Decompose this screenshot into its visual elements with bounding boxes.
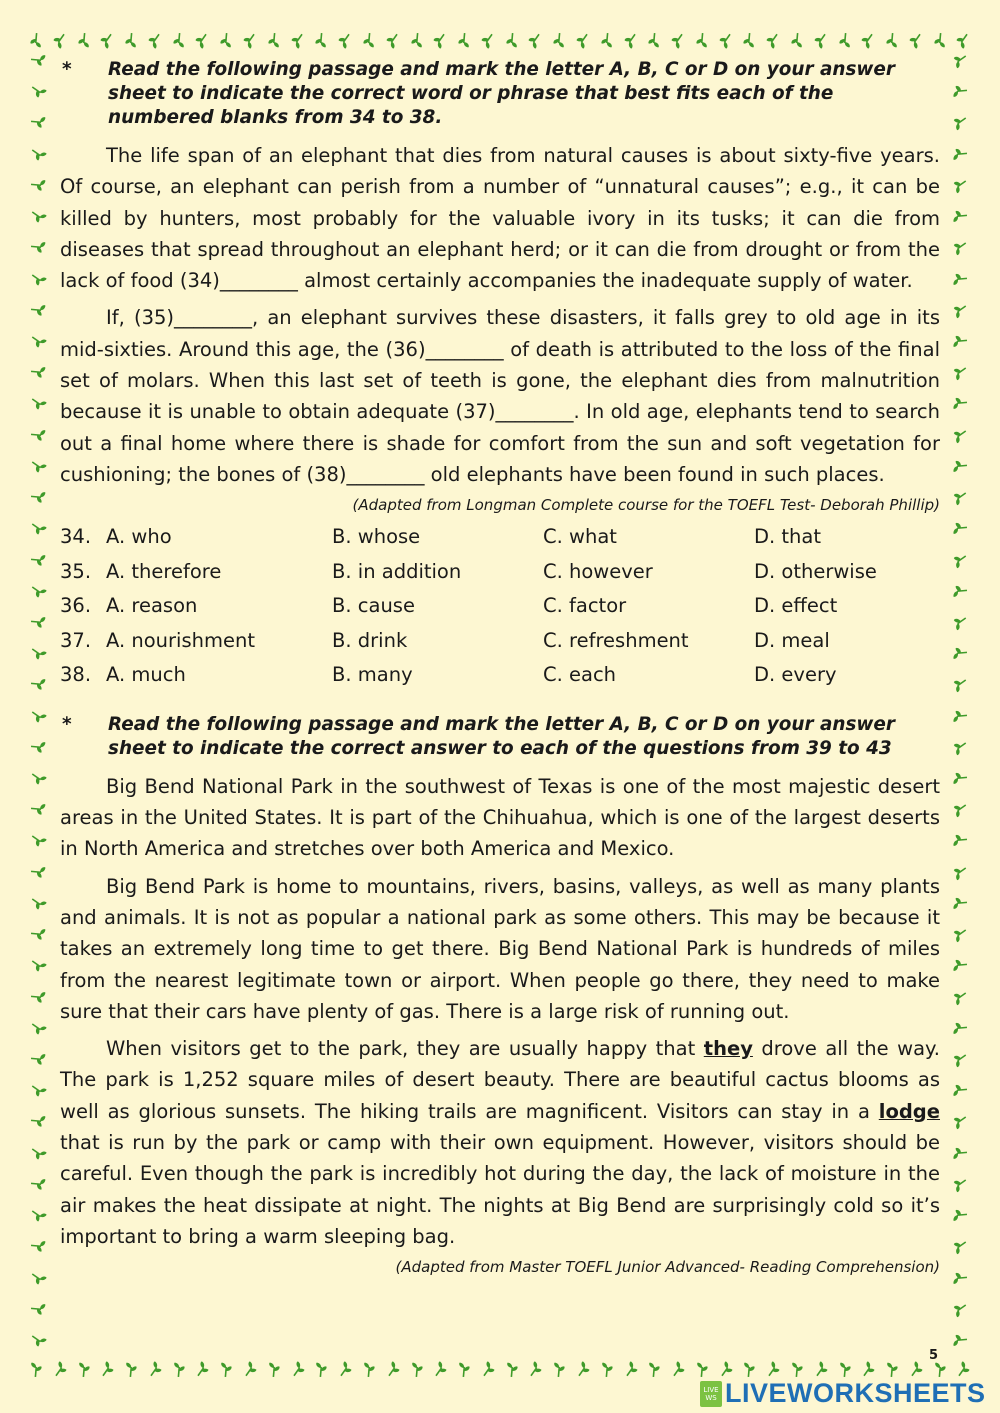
leaf-sprig-icon bbox=[218, 32, 234, 52]
leaf-sprig-icon bbox=[480, 1362, 496, 1382]
leaf-sprig-icon bbox=[952, 552, 968, 572]
leaf-sprig-icon bbox=[123, 32, 139, 52]
instruction-section-1 bbox=[60, 58, 940, 130]
option-d[interactable]: D. otherwise bbox=[754, 559, 877, 583]
leaf-sprig-icon bbox=[884, 32, 900, 52]
leaf-sprig-icon bbox=[313, 32, 329, 52]
leaf-sprig-icon bbox=[30, 1051, 46, 1071]
highlighted-word-lodge: lodge bbox=[878, 1099, 940, 1123]
leaf-sprig-icon bbox=[952, 146, 968, 166]
leaf-sprig-icon bbox=[30, 1301, 46, 1321]
leaf-sprig-icon bbox=[30, 208, 46, 228]
leaf-sprig-icon bbox=[670, 32, 686, 52]
leaf-sprig-icon bbox=[30, 177, 46, 197]
highlighted-word-they: they bbox=[703, 1037, 753, 1061]
leaf-sprig-icon bbox=[952, 177, 968, 197]
leaf-sprig-icon bbox=[361, 32, 377, 52]
question-row bbox=[60, 624, 940, 659]
leaf-sprig-icon bbox=[30, 302, 46, 322]
leaf-sprig-icon bbox=[952, 864, 968, 884]
leaf-sprig-icon bbox=[30, 271, 46, 291]
leaf-sprig-icon bbox=[147, 1362, 163, 1382]
leaf-sprig-icon bbox=[599, 1362, 615, 1382]
leaf-sprig-icon bbox=[52, 32, 68, 52]
passage1-paragraph-1: The life span of an elephant that dies from natural causes is about sixty-five years. Of course, an elephant can perish from a number of “unnatural causes”; e.g., it can be killed by hunters, most probably for the valuable ivory in its tusks; it can die from diseases that spread throughout an elephant herd; or it can die from drought or from the lack of food (34)________ almost certainly accompanies the inadequate supply of water. bbox=[60, 144, 940, 293]
leaf-sprig-icon bbox=[266, 1362, 282, 1382]
leaf-sprig-icon bbox=[266, 32, 282, 52]
leaf-sprig-icon bbox=[30, 801, 46, 821]
leaf-sprig-icon bbox=[290, 1362, 306, 1382]
leaf-sprig-icon bbox=[30, 1113, 46, 1133]
leaf-sprig-icon bbox=[952, 271, 968, 291]
leaf-sprig-icon bbox=[813, 32, 829, 52]
leaf-sprig-icon bbox=[52, 1362, 68, 1382]
leaf-sprig-icon bbox=[30, 395, 46, 415]
leaf-sprig-icon bbox=[952, 1051, 968, 1071]
leaf-sprig-icon bbox=[30, 114, 46, 134]
leaf-sprig-icon bbox=[30, 83, 46, 103]
worksheet-content bbox=[60, 58, 940, 1282]
leaf-sprig-icon bbox=[952, 989, 968, 1009]
leaf-sprig-icon bbox=[30, 1207, 46, 1227]
passage1-source: (Adapted from Longman Complete course for the TOEFL Test- Deborah Phillip) bbox=[352, 496, 940, 515]
leaf-sprig-icon bbox=[385, 32, 401, 52]
leaf-sprig-icon bbox=[30, 1176, 46, 1196]
leaf-sprig-icon bbox=[952, 770, 968, 790]
leaf-sprig-icon bbox=[30, 614, 46, 634]
option-b[interactable]: B. in addition bbox=[332, 559, 462, 583]
leaf-sprig-icon bbox=[860, 32, 876, 52]
question-row bbox=[60, 555, 940, 590]
left-border bbox=[30, 52, 46, 1352]
leaf-sprig-icon bbox=[952, 1301, 968, 1321]
passage2-source: (Adapted from Master TOEFL Junior Advanced- Reading Comprehension) bbox=[395, 1258, 940, 1277]
option-a[interactable]: A. reason bbox=[106, 594, 198, 618]
question-row bbox=[60, 658, 940, 693]
answer-options bbox=[60, 520, 940, 693]
leaf-sprig-icon bbox=[30, 552, 46, 572]
leaf-sprig-icon bbox=[30, 489, 46, 509]
option-d[interactable]: D. that bbox=[754, 525, 822, 549]
option-c[interactable]: C. what bbox=[543, 525, 617, 549]
leaf-sprig-icon bbox=[952, 114, 968, 134]
leaf-sprig-icon bbox=[361, 1362, 377, 1382]
liveworksheets-logo bbox=[700, 1378, 986, 1409]
leaf-sprig-icon bbox=[575, 32, 591, 52]
top-border bbox=[28, 32, 972, 52]
instruction-section-2 bbox=[60, 713, 940, 761]
leaf-sprig-icon bbox=[504, 32, 520, 52]
leaf-sprig-icon bbox=[30, 1332, 46, 1352]
leaf-sprig-icon bbox=[242, 32, 258, 52]
leaf-sprig-icon bbox=[952, 676, 968, 696]
leaf-sprig-icon bbox=[28, 32, 44, 52]
question-number: 34. bbox=[60, 525, 92, 549]
leaf-sprig-icon bbox=[952, 208, 968, 228]
leaf-sprig-icon bbox=[952, 708, 968, 728]
leaf-sprig-icon bbox=[623, 32, 639, 52]
leaf-sprig-icon bbox=[575, 1362, 591, 1382]
leaf-sprig-icon bbox=[194, 32, 210, 52]
leaf-sprig-icon bbox=[456, 32, 472, 52]
question-row bbox=[60, 589, 940, 624]
leaf-sprig-icon bbox=[30, 333, 46, 353]
leaf-sprig-icon bbox=[504, 1362, 520, 1382]
leaf-sprig-icon bbox=[527, 1362, 543, 1382]
leaf-sprig-icon bbox=[952, 395, 968, 415]
option-b[interactable]: B. whose bbox=[332, 525, 421, 549]
leaf-sprig-icon bbox=[76, 32, 92, 52]
leaf-sprig-icon bbox=[952, 832, 968, 852]
leaf-sprig-icon bbox=[952, 895, 968, 915]
leaf-sprig-icon bbox=[694, 32, 710, 52]
leaf-sprig-icon bbox=[337, 32, 353, 52]
leaf-sprig-icon bbox=[952, 1207, 968, 1227]
leaf-sprig-icon bbox=[30, 957, 46, 977]
leaf-sprig-icon bbox=[952, 1238, 968, 1258]
leaf-sprig-icon bbox=[218, 1362, 234, 1382]
leaf-sprig-icon bbox=[952, 1332, 968, 1352]
leaf-sprig-icon bbox=[30, 864, 46, 884]
leaf-sprig-icon bbox=[30, 739, 46, 759]
option-c[interactable]: C. however bbox=[543, 559, 653, 583]
leaf-sprig-icon bbox=[952, 614, 968, 634]
leaf-sprig-icon bbox=[313, 1362, 329, 1382]
passage2-paragraph-1: Big Bend National Park in the southwest of Texas is one of the most majestic desert areas in the United States. It is part of the Chihuahua, which is one of the largest deserts in North America and stretches over both America and Mexico. bbox=[60, 774, 940, 861]
leaf-sprig-icon bbox=[456, 1362, 472, 1382]
leaf-sprig-icon bbox=[194, 1362, 210, 1382]
leaf-sprig-icon bbox=[171, 32, 187, 52]
leaf-sprig-icon bbox=[952, 364, 968, 384]
passage2-paragraph-3: When visitors get to the park, they are usually happy that they drove all the way. The park is 1,252 square miles of desert beauty. There are beautiful cactus blooms as well as glorious sunsets. The hiking trails are magnificent. Visitors can stay in a lodge that is run by the park or camp with their own equipment. However, visitors should be careful. Even though the park is incredibly hot during the day, the lack of moisture in the air makes the heat dissipate at night. The nights at Big Bend are surprisingly cold so it’s important to bring a warm sleeping bag. bbox=[60, 1037, 941, 1248]
leaf-sprig-icon bbox=[30, 458, 46, 478]
leaf-sprig-icon bbox=[670, 1362, 686, 1382]
leaf-sprig-icon bbox=[952, 1020, 968, 1040]
leaf-sprig-icon bbox=[551, 32, 567, 52]
leaf-sprig-icon bbox=[952, 302, 968, 322]
leaf-sprig-icon bbox=[30, 645, 46, 665]
leaf-sprig-icon bbox=[30, 1238, 46, 1258]
leaf-sprig-icon bbox=[30, 832, 46, 852]
leaf-sprig-icon bbox=[952, 739, 968, 759]
leaf-sprig-icon bbox=[30, 926, 46, 946]
question-number: 36. bbox=[60, 594, 92, 618]
leaf-sprig-icon bbox=[30, 520, 46, 540]
leaf-sprig-icon bbox=[337, 1362, 353, 1382]
leaf-sprig-icon bbox=[551, 1362, 567, 1382]
leaf-sprig-icon bbox=[952, 645, 968, 665]
instruction-text: Read the following passage and mark the letter A, B, C or D on your answer sheet to indicate the correct word or phrase that best fits each of the numbered blanks from 34 to 38. bbox=[108, 59, 895, 128]
leaf-sprig-icon bbox=[432, 1362, 448, 1382]
option-a[interactable]: A. much bbox=[106, 663, 186, 687]
leaf-sprig-icon bbox=[123, 1362, 139, 1382]
leaf-sprig-icon bbox=[955, 32, 971, 52]
leaf-sprig-icon bbox=[623, 1362, 639, 1382]
leaf-sprig-icon bbox=[952, 239, 968, 259]
leaf-sprig-icon bbox=[30, 146, 46, 166]
leaf-sprig-icon bbox=[147, 32, 163, 52]
leaf-sprig-icon bbox=[171, 1362, 187, 1382]
leaf-sprig-icon bbox=[30, 427, 46, 447]
option-a[interactable]: A. therefore bbox=[106, 559, 222, 583]
leaf-sprig-icon bbox=[409, 32, 425, 52]
leaf-sprig-icon bbox=[432, 32, 448, 52]
leaf-sprig-icon bbox=[952, 333, 968, 353]
leaf-sprig-icon bbox=[30, 676, 46, 696]
leaf-sprig-icon bbox=[765, 32, 781, 52]
leaf-sprig-icon bbox=[952, 489, 968, 509]
option-b[interactable]: B. many bbox=[332, 663, 413, 687]
leaf-sprig-icon bbox=[599, 32, 615, 52]
leaf-sprig-icon bbox=[952, 1176, 968, 1196]
question-number: 37. bbox=[60, 628, 92, 652]
leaf-sprig-icon bbox=[99, 1362, 115, 1382]
brand-name: LIVEWORKSHEETS bbox=[725, 1378, 986, 1408]
option-b[interactable]: B. drink bbox=[332, 628, 408, 652]
leaf-sprig-icon bbox=[952, 1082, 968, 1102]
leaf-sprig-icon bbox=[952, 1145, 968, 1165]
option-d[interactable]: D. every bbox=[754, 663, 837, 687]
instruction-star: * bbox=[62, 59, 72, 80]
option-c[interactable]: C. refreshment bbox=[543, 628, 689, 652]
leaf-sprig-icon bbox=[952, 1113, 968, 1133]
page-number: 5 bbox=[929, 1348, 939, 1363]
leaf-sprig-icon bbox=[646, 1362, 662, 1382]
leaf-sprig-icon bbox=[30, 1020, 46, 1040]
passage2-paragraph-2: Big Bend Park is home to mountains, rivers, basins, valleys, as well as many plants and animals. It is not as popular a national park as some others. This may be because it takes an extremely long time to get there. Big Bend National Park is hundreds of miles from the nearest legitimate town or airport. When people go there, they need to make sure that their cars have plenty of gas. There is a large risk of running out. bbox=[60, 874, 940, 1023]
leaf-sprig-icon bbox=[28, 1362, 44, 1382]
leaf-sprig-icon bbox=[789, 32, 805, 52]
leaf-sprig-icon bbox=[30, 52, 46, 72]
leaf-sprig-icon bbox=[952, 458, 968, 478]
leaf-sprig-icon bbox=[30, 708, 46, 728]
option-b[interactable]: B. cause bbox=[332, 594, 415, 618]
leaf-sprig-icon bbox=[952, 957, 968, 977]
option-d[interactable]: D. meal bbox=[754, 628, 830, 652]
option-a[interactable]: A. nourishment bbox=[106, 628, 255, 652]
leaf-sprig-icon bbox=[30, 895, 46, 915]
question-number: 38. bbox=[60, 663, 92, 687]
right-border bbox=[952, 52, 968, 1352]
leaf-sprig-icon bbox=[99, 32, 115, 52]
leaf-sprig-icon bbox=[30, 989, 46, 1009]
leaf-sprig-icon bbox=[30, 239, 46, 259]
leaf-sprig-icon bbox=[908, 32, 924, 52]
passage1-paragraph-2: If, (35)________, an elephant survives these disasters, it falls grey to old age in its mid-sixties. Around this age, the (36)________ of death is attributed to the loss of the final set of molars. When this last set of teeth is gone, the elephant dies from malnutrition because it is unable to obtain adequate (37)________. In old age, elephants tend to search out a final home where there is shade for comfort from the sun and soft vegetation for cushioning; the bones of (38)________ old elephants have been found in such places. bbox=[60, 306, 940, 486]
leaf-sprig-icon bbox=[30, 1270, 46, 1290]
leaf-sprig-icon bbox=[30, 770, 46, 790]
leaf-sprig-icon bbox=[30, 583, 46, 603]
option-c[interactable]: C. factor bbox=[543, 594, 627, 618]
leaf-sprig-icon bbox=[741, 32, 757, 52]
leaf-sprig-icon bbox=[409, 1362, 425, 1382]
option-d[interactable]: D. effect bbox=[754, 594, 838, 618]
leaf-sprig-icon bbox=[30, 364, 46, 384]
question-number: 35. bbox=[60, 559, 92, 583]
question-row bbox=[60, 520, 940, 555]
leaf-sprig-icon bbox=[952, 926, 968, 946]
leaf-sprig-icon bbox=[932, 32, 948, 52]
liveworksheets-badge-icon: LIVE WS bbox=[700, 1381, 722, 1407]
leaf-sprig-icon bbox=[385, 1362, 401, 1382]
leaf-sprig-icon bbox=[837, 32, 853, 52]
leaf-sprig-icon bbox=[290, 32, 306, 52]
leaf-sprig-icon bbox=[76, 1362, 92, 1382]
option-a[interactable]: A. who bbox=[106, 525, 172, 549]
leaf-sprig-icon bbox=[242, 1362, 258, 1382]
leaf-sprig-icon bbox=[646, 32, 662, 52]
instruction-star: * bbox=[62, 713, 72, 735]
leaf-sprig-icon bbox=[952, 1270, 968, 1290]
leaf-sprig-icon bbox=[527, 32, 543, 52]
leaf-sprig-icon bbox=[480, 32, 496, 52]
leaf-sprig-icon bbox=[952, 83, 968, 103]
leaf-sprig-icon bbox=[30, 1145, 46, 1165]
instruction-text: Read the following passage and mark the letter A, B, C or D on your answer sheet to indicate the correct answer to each of the questions from 39 to 43 bbox=[108, 713, 895, 759]
leaf-sprig-icon bbox=[952, 801, 968, 821]
option-c[interactable]: C. each bbox=[543, 663, 617, 687]
leaf-sprig-icon bbox=[952, 520, 968, 540]
leaf-sprig-icon bbox=[952, 427, 968, 447]
leaf-sprig-icon bbox=[952, 583, 968, 603]
leaf-sprig-icon bbox=[30, 1082, 46, 1102]
leaf-sprig-icon bbox=[952, 52, 968, 72]
leaf-sprig-icon bbox=[718, 32, 734, 52]
